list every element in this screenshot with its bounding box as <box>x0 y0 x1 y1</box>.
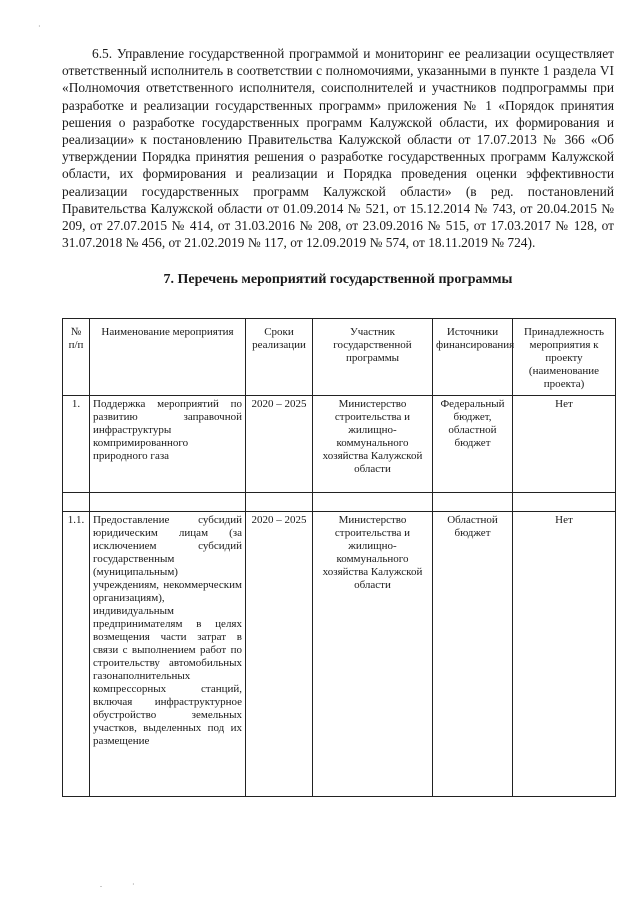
header-number: № п/п <box>63 319 90 396</box>
row-name: Предоставление субсидий юридическим лицам (за исключением субсидий государственным (муниципальным) учреждениям, некоммерческим организациям), индивидуальным предпринимателям в целях возмещения части затрат в связи с выполнением работ по строительству автомобильных газонаполнительных компрессорных станций, включая инфраструктурное обустройство земельных участков, выделенных под их размещение <box>90 512 246 797</box>
row-period: 2020 – 2025 <box>246 396 313 493</box>
row-funding: Федеральный бюджет, областной бюджет <box>433 396 513 493</box>
paragraph-6-5: 6.5. Управление государственной программой и мониторинг ее реализации осуществляет ответственный исполнитель в соответствии с полномочиями, указанными в пункте 1 раздела VI «Полномочия ответственного исполнителя, соисполнителей и участников подпрограммы при разработке и реализации государственных программ» приложения № 1 «Порядок принятия решения о разработке государственных программ Калужской области, их формирования и реализации» к постановлению Правительства Калужской области от 17.07.2013 № 366 «Об утверждении Порядка принятия решения о разработке государственных программ Калужской области, их формирования и реализации и Порядка проведения оценки эффективности реализации государственных программ Калужской области» (в ред. постановлений Правительства Калужской области от 01.09.2014 № 521, от 15.12.2014 № 743, от 20.04.2015 № 209, от 27.07.2015 № 414, от 31.03.2016 № 208, от 23.09.2016 № 515, от 17.03.2017 № 128, от 31.07.2018 № 456, от 21.02.2019 № 117, от 12.09.2019 № 574, от 18.11.2019 № 724). <box>62 46 614 251</box>
row-participant: Министерство строительства и жилищно-коммунального хозяйства Калужской области <box>313 396 433 493</box>
header-name: Наименование мероприятия <box>90 319 246 396</box>
table-row <box>63 512 616 797</box>
table-row <box>63 396 616 493</box>
empty-cell <box>90 493 246 512</box>
header-project: Принадлежность мероприятия к проекту (наименование проекта) <box>513 319 616 396</box>
row-number: 1.1. <box>63 512 90 797</box>
scan-mark: · <box>132 880 135 889</box>
scan-mark: · <box>38 22 41 31</box>
empty-cell <box>63 493 90 512</box>
empty-cell <box>313 493 433 512</box>
scan-mark: . <box>100 880 102 889</box>
row-project: Нет <box>513 396 616 493</box>
table-spacer-row <box>63 493 616 512</box>
row-period: 2020 – 2025 <box>246 512 313 797</box>
events-table <box>62 318 616 797</box>
header-participant: Участник государственной программы <box>313 319 433 396</box>
empty-cell <box>433 493 513 512</box>
row-number: 1. <box>63 396 90 493</box>
section-title: 7. Перечень мероприятий государственной программы <box>163 272 513 287</box>
table-header-row <box>63 319 616 396</box>
row-participant: Министерство строительства и жилищно-коммунального хозяйства Калужской области <box>313 512 433 797</box>
header-funding: Источники финансирования <box>433 319 513 396</box>
row-project: Нет <box>513 512 616 797</box>
row-name: Поддержка мероприятий по развитию заправочной инфраструктуры компримированного природного газа <box>90 396 246 493</box>
row-funding: Областной бюджет <box>433 512 513 797</box>
header-period: Сроки реализации <box>246 319 313 396</box>
empty-cell <box>513 493 616 512</box>
empty-cell <box>246 493 313 512</box>
